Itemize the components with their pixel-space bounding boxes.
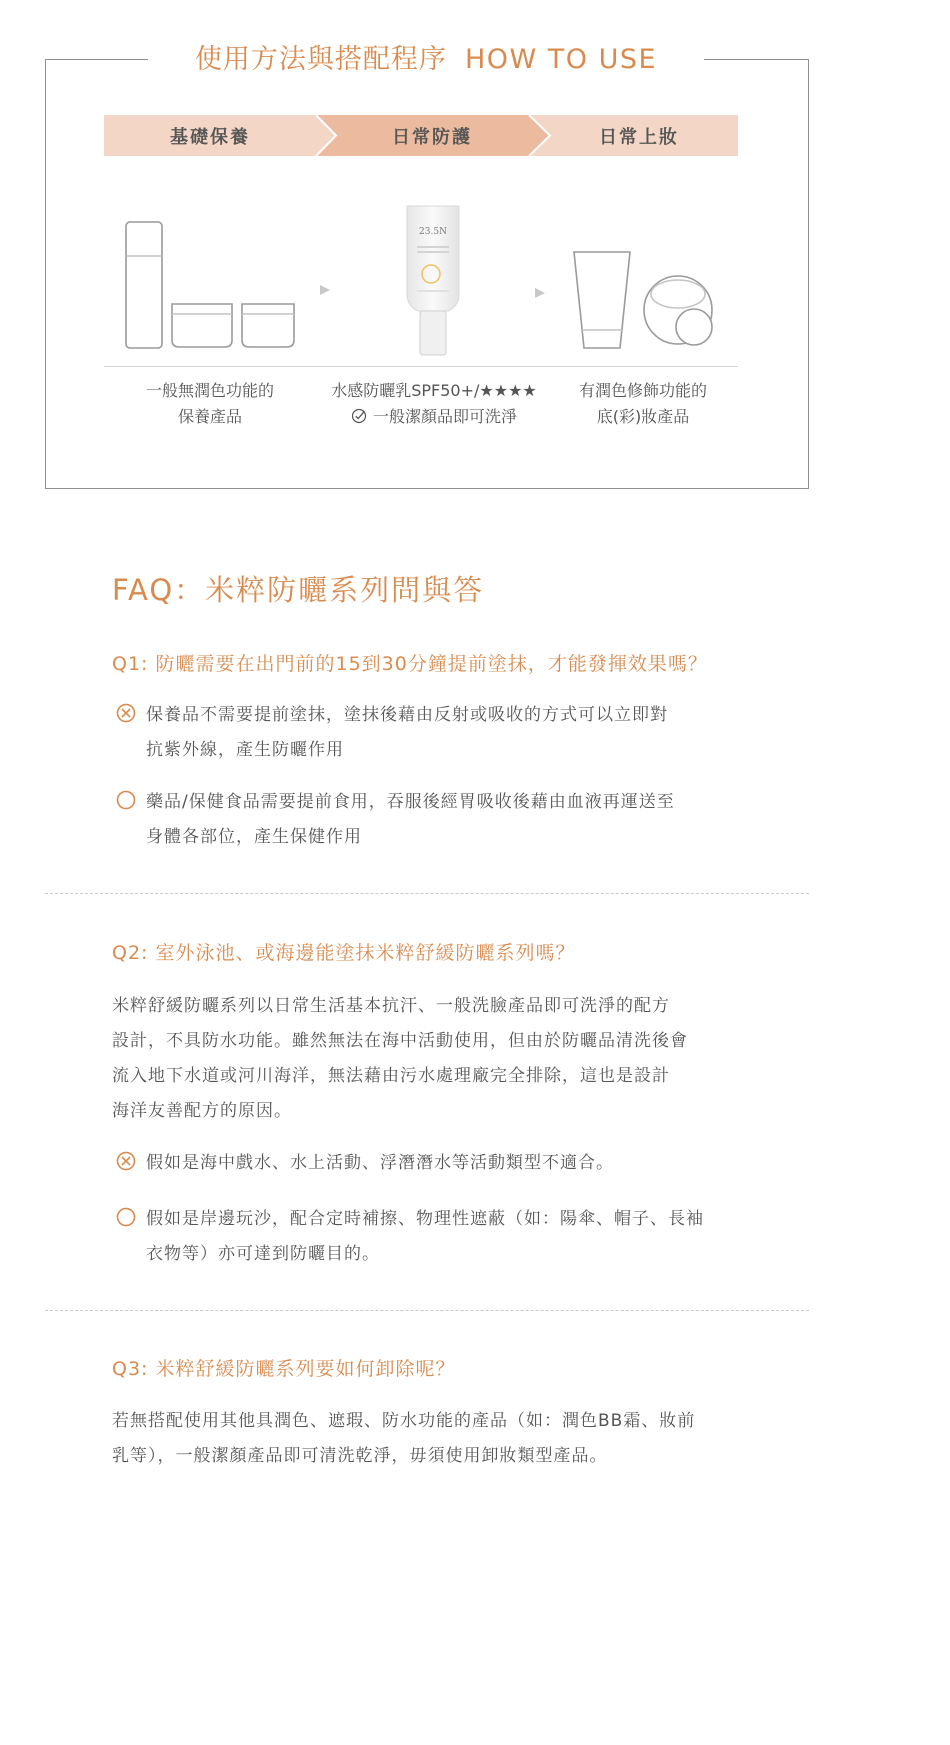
circle-icon	[116, 1207, 136, 1227]
products-divider	[104, 366, 738, 367]
faq-q2-answer-2-line-2: 衣物等）亦可達到防曬目的。	[146, 1244, 380, 1264]
how-to-use-title	[148, 40, 704, 80]
faq-q1-answer-1-line-1: 保養品不需要提前塗抹，塗抹後藉由反射或吸收的方式可以立即對	[146, 705, 668, 725]
foundation-tube	[574, 252, 630, 348]
faq-q3-paragraph	[112, 1404, 752, 1474]
faq-q3-paragraph-line-2: 乳等），一般潔顏產品即可清洗乾淨，毋須使用卸妝類型產品。	[112, 1446, 608, 1466]
faq-q1-answer-2-text	[146, 785, 675, 855]
faq-divider-2	[45, 1310, 809, 1311]
faq-q3-question: Q3: 米粹舒緩防曬系列要如何卸除呢？	[112, 1358, 456, 1380]
faq-q1-answer-2-line-1: 藥品/保健食品需要提前食用，吞服後經胃吸收後藉由血液再運送至	[146, 792, 675, 812]
caption-makeup-line-1: 有潤色修飾功能的	[578, 381, 707, 400]
faq-q2-answer-2-text	[146, 1202, 704, 1272]
caption-skincare-line-2: 保養產品	[177, 407, 242, 426]
faq-divider-1	[45, 893, 809, 894]
faq-q2-paragraph-line-3: 流入地下水道或河川海洋，無法藉由污水處理廠完全排除，這也是設計	[112, 1066, 670, 1086]
step-daily-makeup: 日常上妝	[599, 126, 679, 148]
faq-title: FAQ：米粹防曬系列問與答	[112, 573, 485, 607]
faq-q1-answer-1-line-2: 抗紫外線，產生防曬作用	[146, 740, 344, 760]
faq-q2-answer-1-text	[146, 1146, 614, 1181]
faq-q2-answer-1	[116, 1146, 756, 1181]
caption-makeup-line-2: 底(彩)妝產品	[596, 407, 690, 426]
check-circle-icon	[351, 408, 367, 424]
how-to-use-title-zh: 使用方法與搭配程序	[194, 44, 447, 75]
cushion-puff	[676, 309, 712, 345]
caption-makeup	[556, 378, 730, 430]
cream-jar-1	[172, 304, 232, 347]
how-to-use-title-en: HOW TO USE	[464, 44, 658, 75]
step-daily-protection: 日常防護	[392, 126, 472, 148]
circle-icon	[116, 790, 136, 810]
faq-q2-paragraph	[112, 989, 752, 1129]
faq-q2-answer-2-line-1: 假如是岸邊玩沙，配合定時補擦、物理性遮蔽（如：陽傘、帽子、長袖	[146, 1209, 704, 1229]
faq-q3-paragraph-line-1: 若無搭配使用其他具潤色、遮瑕、防水功能的產品（如：潤色BB霜、妝前	[112, 1411, 696, 1431]
arrow-right-icon	[535, 288, 545, 298]
toner-bottle	[126, 222, 162, 348]
faq-q2-paragraph-line-1: 米粹舒緩防曬系列以日常生活基本抗汗、一般洗臉產品即可洗淨的配方	[112, 996, 670, 1016]
cream-jar-2	[242, 304, 294, 347]
usage-steps	[104, 115, 738, 156]
faq-q1-answer-2-line-2: 身體各部位，產生保健作用	[146, 827, 362, 847]
faq-q2-answer-1-line-1: 假如是海中戲水、水上活動、浮潛潛水等活動類型不適合。	[146, 1153, 614, 1173]
cross-circle-icon	[116, 1151, 136, 1171]
cross-circle-icon	[116, 703, 136, 723]
faq-q2-answer-2	[116, 1202, 756, 1272]
makeup-products-illustration	[574, 252, 712, 348]
faq-q1-question: Q1: 防曬需要在出門前的15到30分鐘提前塗抹，才能發揮效果嗎？	[112, 653, 708, 675]
faq-q2-question: Q2: 室外泳池、或海邊能塗抹米粹舒緩防曬系列嗎？	[112, 942, 576, 964]
caption-sunscreen-cleanse	[308, 404, 560, 430]
step-basic-care: 基礎保養	[170, 126, 250, 148]
faq-q2-paragraph-line-4: 海洋友善配方的原因。	[112, 1101, 292, 1121]
caption-skincare-line-1: 一般無潤色功能的	[145, 381, 274, 400]
skincare-products-illustration	[126, 222, 294, 348]
tube-brand-label: 23.5N	[419, 227, 447, 237]
caption-skincare	[110, 378, 310, 430]
product-illustrations	[104, 190, 738, 366]
faq-q1-answer-1	[116, 698, 756, 768]
caption-sunscreen-product: 水感防曬乳SPF50+/★★★★	[331, 381, 537, 400]
arrow-right-icon	[320, 285, 330, 295]
caption-sunscreen-cleanse-text: 一般潔顏品即可洗淨	[372, 407, 517, 426]
caption-sunscreen	[308, 378, 560, 430]
faq-q2-paragraph-line-2: 設計，不具防水功能。雖然無法在海中活動使用，但由於防曬品清洗後會	[112, 1031, 688, 1051]
sunscreen-tube-illustration	[407, 206, 459, 355]
faq-q1-answer-1-text	[146, 698, 668, 768]
faq-q1-answer-2	[116, 785, 756, 855]
